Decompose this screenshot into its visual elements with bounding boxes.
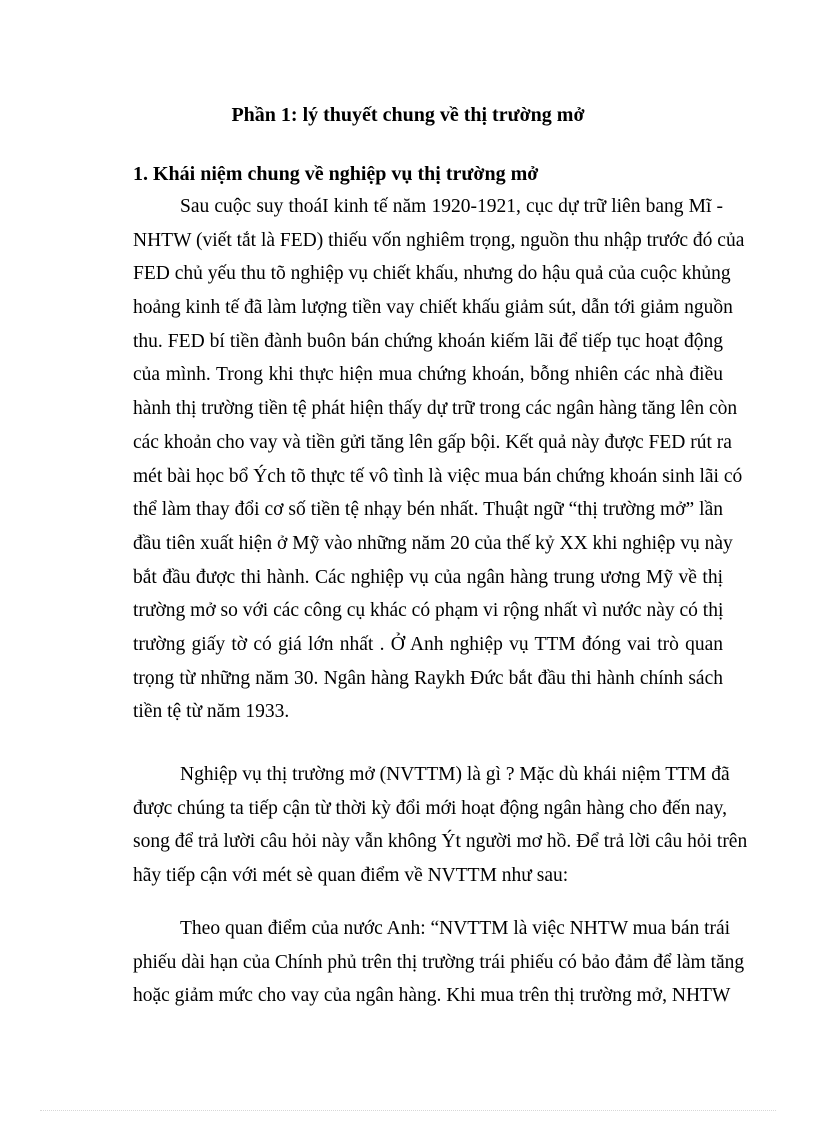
paragraph-line: song để trả lười câu hỏi này vẫn không Ýt người mơ hồ. Để trả lời câu hỏi trên	[133, 831, 748, 853]
paragraph-line: tiền tệ từ năm 1933.	[133, 701, 290, 723]
paragraph-line: Nghiệp vụ thị trường mở (NVTTM) là gì ? Mặc dù khái niệm TTM đã	[180, 764, 730, 785]
page-bottom-rule	[40, 1110, 776, 1111]
paragraph-line: Sau cuộc suy thoáI kinh tế năm 1920-1921, cục dự trữ liên bang Mĩ -	[180, 196, 723, 217]
paragraph-line: trọng từ những năm 30. Ngân hàng Raykh Đức bắt đầu thi hành chính sách	[133, 667, 723, 689]
paragraph-uk-view	[133, 912, 745, 1013]
paragraph-line: đầu tiên xuất hiện ở Mỹ vào những năm 20 của thế kỷ XX khi nghiệp vụ này	[133, 532, 733, 554]
paragraph-line: Theo quan điểm của nước Anh: “NVTTM là việc NHTW mua bán trái	[180, 918, 731, 939]
paragraph-history	[133, 190, 745, 729]
paragraph-line: của mình. Trong khi thực hiện mua chứng khoán, bỗng nhiên các nhà điều	[133, 364, 723, 386]
paragraph-line: hoảng kinh tế đã làm lượng tiền vay chiết khấu giảm sút, dẫn tới giảm nguồn	[133, 297, 733, 319]
paragraph-line: phiếu dài hạn của Chính phủ trên thị trường trái phiếu có bảo đảm để làm tăng	[133, 951, 745, 973]
paragraph-line: được chúng ta tiếp cận từ thời kỳ đổi mới hoạt động ngân hàng cho đến nay,	[133, 797, 727, 819]
paragraph-line: FED chủ yếu thu tõ nghiệp vụ chiết khấu, nhưng do hậu quả của cuộc khủng	[133, 263, 731, 285]
paragraph-definition-question	[133, 758, 748, 893]
section-heading: 1. Khái niệm chung về nghiệp vụ thị trường mở	[133, 163, 539, 185]
paragraph-line: thể làm thay đổi cơ số tiền tệ nhạy bén nhất. Thuật ngữ “thị trường mở” lần	[133, 499, 723, 521]
paragraph-line: mét bài học bổ Ých tõ thực tế vô tình là việc mua bán chứng khoán sinh lãi có	[133, 465, 743, 487]
paragraph-line: trường mở so với các công cụ khác có phạm vi rộng nhất vì nước này có thị	[133, 600, 724, 622]
paragraph-line: hãy tiếp cận với mét sè quan điểm về NVTTM như sau:	[133, 865, 569, 887]
paragraph-line: thu. FED bí tiền đành buôn bán chứng khoán kiếm lãi để tiếp tục hoạt động	[133, 330, 723, 352]
paragraph-line: trường giấy tờ có giá lớn nhất . Ở Anh nghiệp vụ TTM đóng vai trò quan	[133, 633, 723, 655]
paragraph-line: các khoản cho vay và tiền gửi tăng lên gấp bội. Kết quả này được FED rút ra	[133, 431, 732, 453]
document-title: Phần 1: lý thuyết chung về thị trường mở	[231, 104, 585, 126]
paragraph-line: NHTW (viết tắt là FED) thiếu vốn nghiêm trọng, nguồn thu nhập trước đó của	[133, 229, 745, 251]
paragraph-line: hành thị trường tiền tệ phát hiện thấy dự trữ trong các ngân hàng tăng lên còn	[133, 398, 738, 420]
paragraph-line: hoặc giảm mức cho vay của ngân hàng. Khi mua trên thị trường mở, NHTW	[133, 985, 731, 1007]
paragraph-line: bắt đầu được thi hành. Các nghiệp vụ của ngân hàng trung ương Mỹ về thị	[133, 566, 723, 588]
